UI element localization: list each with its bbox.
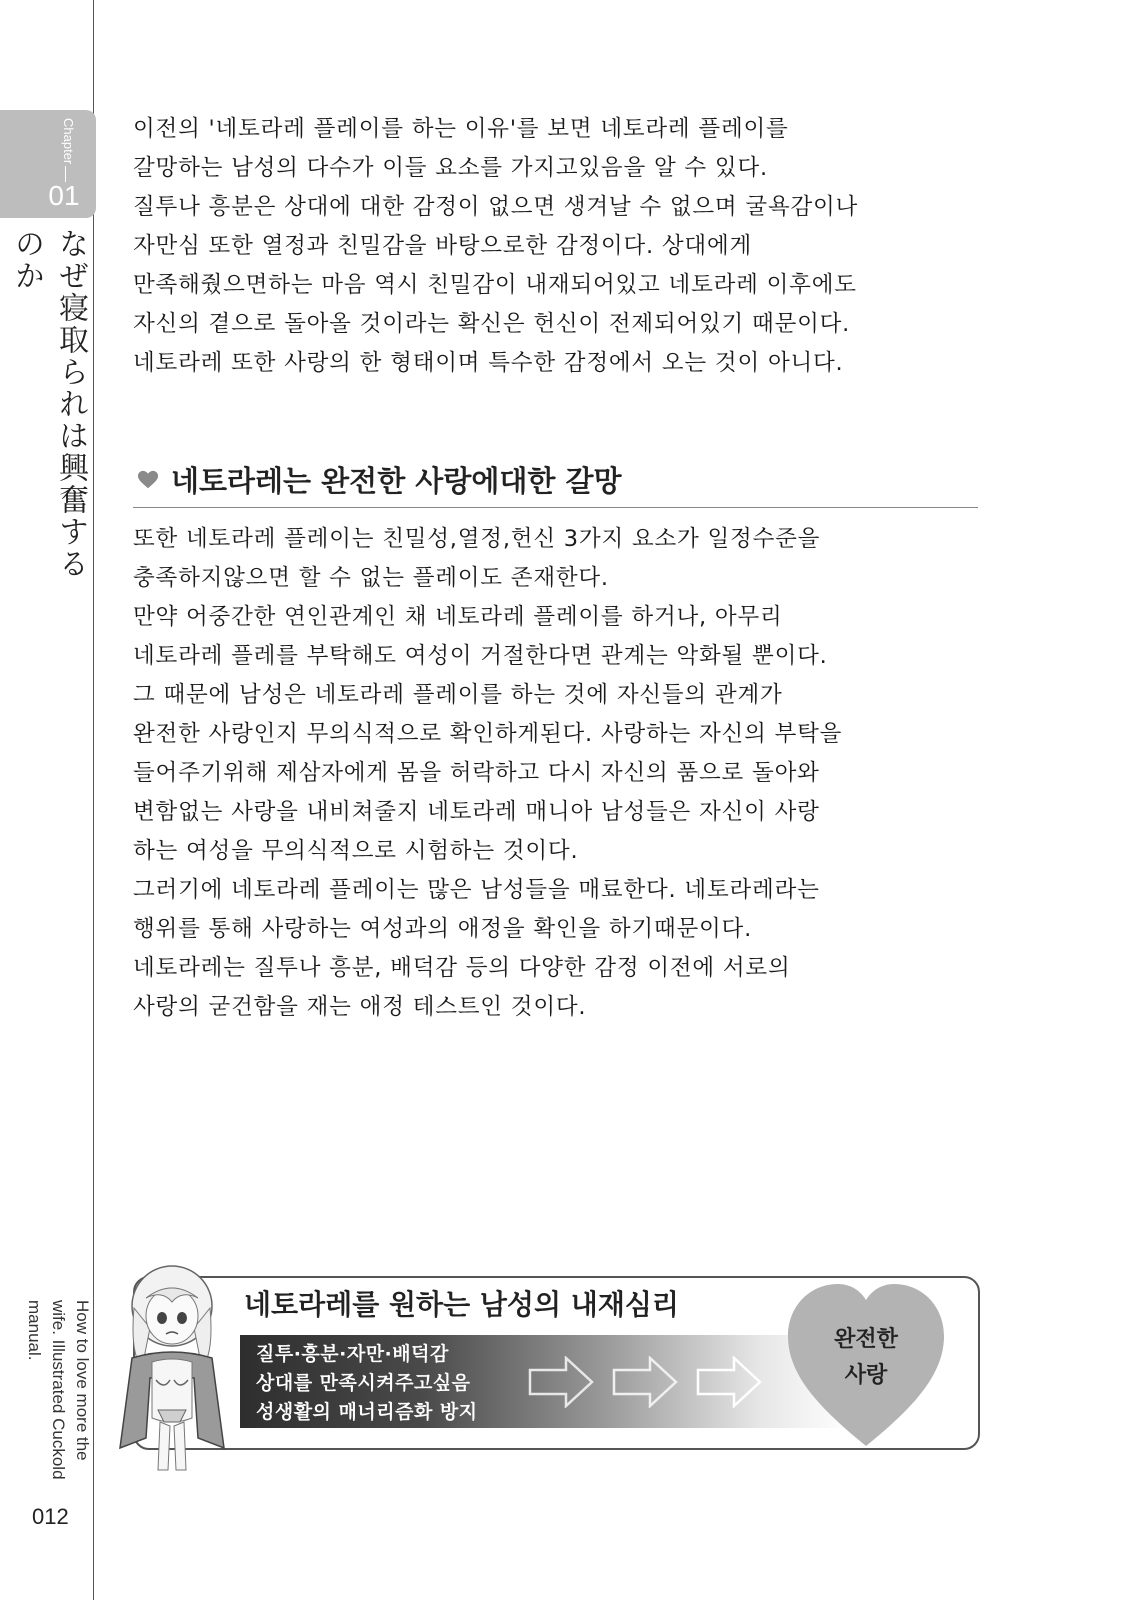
text-line: 자만심 또한 열정과 친밀감을 바탕으로한 감정이다. 상대에게 bbox=[133, 233, 753, 259]
text-line: 완전한 사랑인지 무의식적으로 확인하게된다. 사랑하는 자신의 부탁을 bbox=[133, 721, 843, 747]
intro-paragraph bbox=[133, 110, 1003, 383]
factor-item: 상대를 만족시켜주고싶음 bbox=[256, 1372, 471, 1394]
text-line: 그 때문에 남성은 네토라레 플레이를 하는 것에 자신들의 관계가 bbox=[133, 682, 783, 708]
heart-label-line: 사랑 bbox=[844, 1363, 888, 1388]
text-line: 자신의 곁으로 돌아올 것이라는 확신은 헌신이 전제되어있기 때문이다. bbox=[133, 311, 851, 337]
text-line: 그러기에 네토라레 플레이는 많은 남성들을 매료한다. 네토라레라는 bbox=[133, 877, 820, 903]
section-heading bbox=[133, 455, 978, 508]
character-illustration bbox=[112, 1258, 232, 1478]
right-arrow-icon bbox=[528, 1356, 594, 1408]
text-line: 이전의 '네토라레 플레이를 하는 이유'를 보면 네토라레 플레이를 bbox=[133, 116, 789, 142]
right-arrow-icon bbox=[696, 1356, 762, 1408]
right-arrow-icon bbox=[612, 1356, 678, 1408]
text-line: 네토라레 플레를 부탁해도 여성이 거절한다면 관계는 악화될 뿐이다. bbox=[133, 643, 828, 669]
chapter-label: Chapter bbox=[61, 118, 76, 165]
heart-icon bbox=[137, 469, 159, 491]
heart-label-line: 완전한 bbox=[834, 1327, 898, 1352]
text-line: 네토라레 또한 사랑의 한 형태이며 특수한 감정에서 오는 것이 아니다. bbox=[133, 350, 844, 376]
summary-title: 네토라레를 원하는 남성의 내재심리 bbox=[244, 1288, 679, 1321]
text-line: 질투나 흥분은 상대에 대한 감정이 없으면 생겨날 수 없으며 굴욕감이나 bbox=[133, 194, 859, 220]
text-line: 네토라레는 질투나 흥분, 배덕감 등의 다양한 감정 이전에 서로의 bbox=[133, 955, 791, 981]
chapter-number: 01 bbox=[48, 180, 80, 211]
text-line: 사랑의 굳건함을 재는 애정 테스트인 것이다. bbox=[133, 994, 587, 1020]
text-line: 변함없는 사랑을 내비쳐줄지 네토라레 매니아 남성들은 자신이 사랑 bbox=[133, 799, 820, 825]
section-heading-text: 네토라레는 완전한 사랑에대한 갈망 bbox=[171, 464, 622, 498]
chapter-title: なぜ寝取られは興奮するのか bbox=[9, 228, 88, 580]
body-paragraph bbox=[133, 520, 1003, 1027]
text-line: 또한 네토라레 플레이는 친밀성,열정,헌신 3가지 요소가 일정수준을 bbox=[133, 526, 821, 552]
text-line: 하는 여성을 무의식적으로 시험하는 것이다. bbox=[133, 838, 579, 864]
factor-item: 성생활의 매너리즘화 방지 bbox=[256, 1401, 478, 1423]
heart-label bbox=[786, 1322, 946, 1394]
text-line: 갈망하는 남성의 다수가 이들 요소를 가지고있음을 알 수 있다. bbox=[133, 155, 768, 181]
text-line: 들어주기위해 제삼자에게 몸을 허락하고 다시 자신의 품으로 돌아와 bbox=[133, 760, 820, 786]
factor-item: 질투·흥분·자만·배덕감 bbox=[256, 1343, 449, 1365]
book-subtitle: How to love more the wife. Illustrated Cuckold manual. bbox=[25, 1300, 92, 1480]
text-line: 충족하지않으면 할 수 없는 플레이도 존재한다. bbox=[133, 565, 609, 591]
page-number: 012 bbox=[32, 1504, 69, 1529]
text-line: 만약 어중간한 연인관계인 채 네토라레 플레이를 하거나, 아무리 bbox=[133, 604, 783, 630]
text-line: 행위를 통해 사랑하는 여성과의 애정을 확인을 하기때문이다. bbox=[133, 916, 753, 942]
text-line: 만족해줬으면하는 마음 역시 친밀감이 내재되어있고 네토라레 이후에도 bbox=[133, 272, 857, 298]
